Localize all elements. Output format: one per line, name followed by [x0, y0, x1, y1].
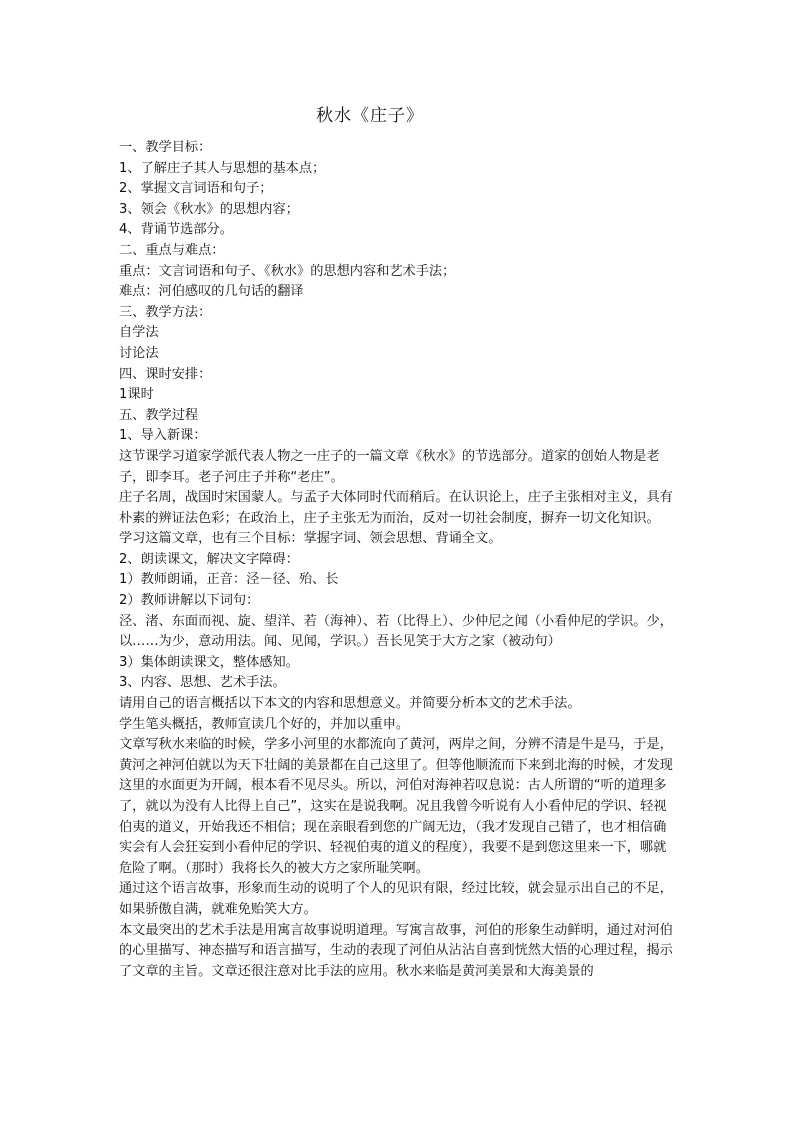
paragraph: 3、内容、思想、艺术手法。	[119, 675, 286, 691]
paragraph: 1、了解庄子其人与思想的基本点；	[119, 160, 326, 176]
paragraph: 通过这个语言故事，形象而生动的说明了个人的见识有限，经过比较，就会显示出自己的不足，如果骄傲自满，就难免贻笑大方。	[119, 881, 673, 917]
paragraph: 4、背诵节选部分。	[119, 222, 233, 238]
paragraph: 2）教师讲解以下词句：	[119, 593, 260, 609]
paragraph: 2、掌握文言词语和句子；	[119, 181, 273, 197]
paragraph: 泾、渚、东面而视、旋、望洋、若（海神）、若（比得上）、少仲尼之闻（小看仲尼的学识。少，以……为少，意动用法。闻、见闻，学识。）吾长见笑于大方之家（被动句）	[119, 613, 673, 650]
paragraph: 五、教学过程	[119, 407, 199, 423]
paragraph: 1课时	[119, 387, 154, 403]
paragraph: 3）集体朗读课文，整体感知。	[119, 654, 299, 670]
paragraph: 这节课学习道家学派代表人物之一庄子的一篇文章《秋水》的节选部分。道家的创始人物是老子，即李耳。老子河庄子并称“老庄”。	[119, 448, 660, 485]
paragraph: 三、教学方法：	[119, 304, 212, 320]
document-body	[119, 138, 679, 982]
paragraph: 难点：河伯感叹的几句话的翻译	[119, 284, 304, 300]
paragraph: 1）教师朗诵，正音：泾－径、殆、长	[119, 572, 339, 588]
paragraph: 讨论法	[119, 345, 159, 361]
paragraph: 请用自己的语言概括以下本文的内容和思想意义。并简要分析本文的艺术手法。	[119, 696, 581, 712]
paragraph: 四、课时安排：	[119, 366, 212, 382]
paragraph: 本文最突出的艺术手法是用寓言故事说明道理。写寓言故事，河伯的形象生动鲜明，通过对河伯的心里描写、神态描写和语言描写，生动的表现了河伯从沾沾自喜到恍然大悟的心理过程，揭示了文章的主旨。文章还很注意对比手法的应用。秋水来临是黄河美景和大海美景的	[119, 922, 673, 979]
paragraph: 1、导入新课：	[119, 428, 207, 444]
paragraph: 学生笔头概括，教师宣读几个好的，并加以重申。	[119, 716, 410, 732]
paragraph: 庄子名周，战国时宋国蒙人。与孟子大体同时代而稍后。在认识论上，庄子主张相对主义，具有朴素的辨证法色彩；在政治上，庄子主张无为而治，反对一切社会制度，摒弃一切文化知识。	[119, 490, 673, 526]
document-title: 秋水《庄子》	[316, 106, 424, 126]
paragraph: 自学法	[119, 325, 159, 341]
paragraph: 3、领会《秋水》的思想内容；	[119, 201, 299, 217]
paragraph: 文章写秋水来临的时候，学多小河里的水都流向了黄河，两岸之间，分辨不清是牛是马，于是，黄河之神河伯就以为天下壮阔的美景都在自己这里了。但等他顺流而下来到北海的时候，才发现这里的水面更为开阔，根本看不见尽头。所以，河伯对海神若叹息说：古人所谓的“听的道理多了，就以为没有人比得上自己”，这实在是说我啊。况且我曾今听说有人小看仲尼的学识、轻视伯夷的道义，开始我还不相信；现在亲眼看到您的广阔无边，（我才发现自己错了，也才相信确实会有人会狂妄到小看仲尼的学识、轻视伯夷的道义的程度），我要不是到您这里来一下，哪就危险了啊。（那时）我将长久的被大方之家所耻笑啊。	[119, 737, 673, 876]
paragraph: 一、教学目标：	[119, 140, 212, 155]
paragraph: 2、朗读课文，解决文字障碍：	[119, 551, 299, 567]
paragraph: 重点：文言词语和句子、《秋水》的思想内容和艺术手法；	[119, 263, 456, 279]
paragraph: 学习这篇文章，也有三个目标：掌握字词、领会思想、背诵全文。	[119, 531, 502, 547]
paragraph: 二、重点与难点：	[119, 242, 225, 258]
